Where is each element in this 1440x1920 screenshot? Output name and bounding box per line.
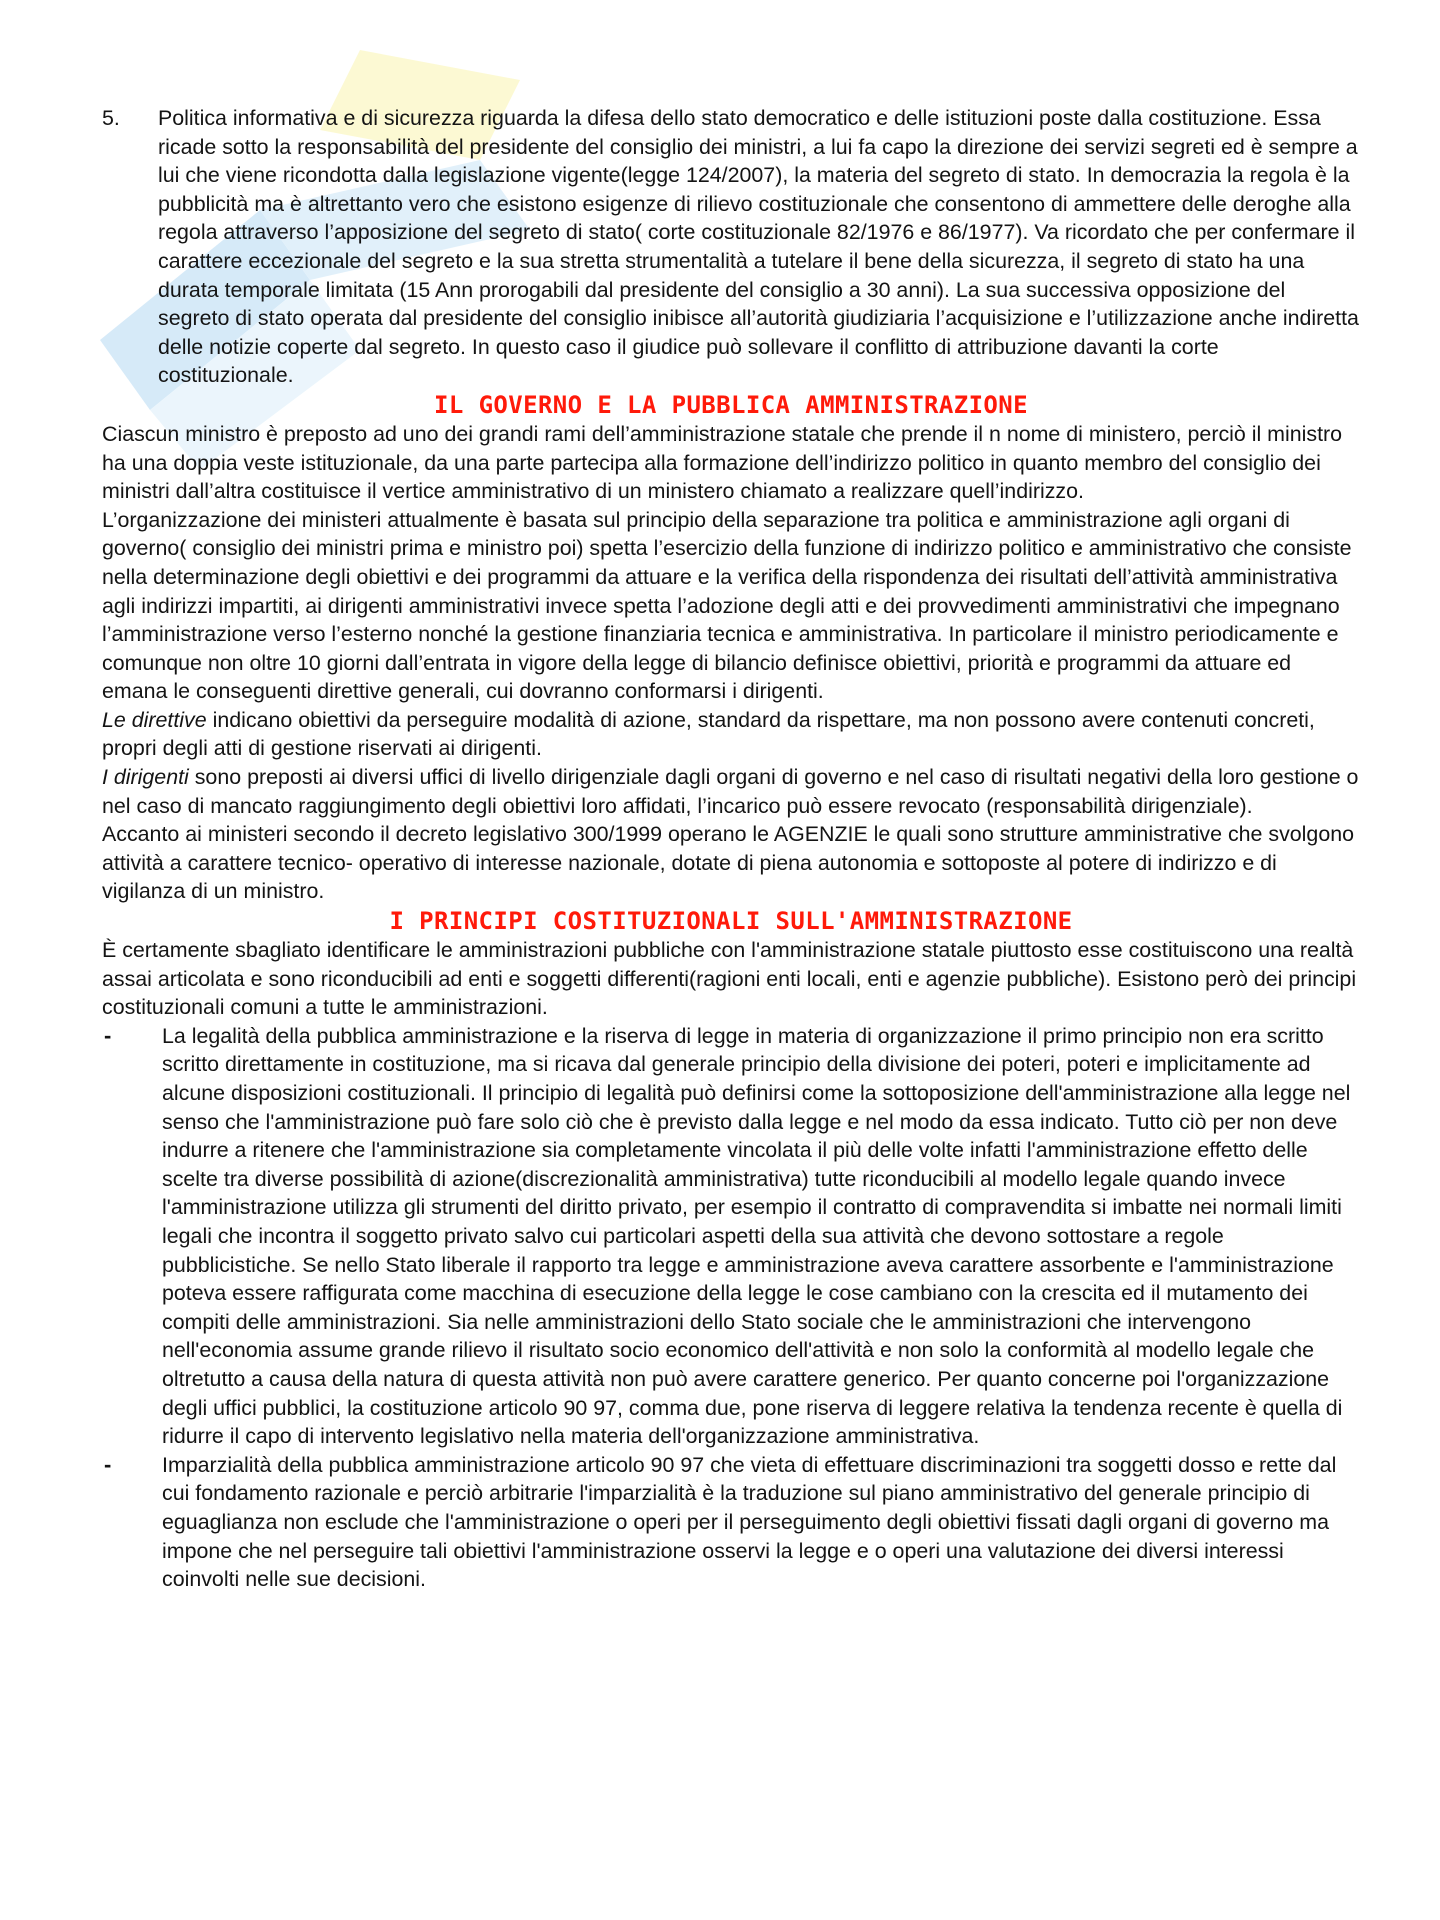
paragraph-text: indicano obiettivi da perseguire modalità di azione, standard da rispettare, ma non possono avere contenuti concreti, propri degli atti di gestione riservati ai dirigenti.	[102, 707, 1315, 761]
paragraph: Ciascun ministro è preposto ad uno dei grandi rami dell’amministrazione statale che prende il n nome di ministero, perciò il ministro ha una doppia veste istituzionale, da una parte partecipa alla formazione dell’indirizzo politico in quanto membro del consiglio dei ministri dall’altra costituisce il vertice amministrativo di un ministero chiamato a realizzare quell’indirizzo.	[102, 421, 1343, 504]
bullet-item	[102, 1451, 1360, 1594]
paragraph: Accanto ai ministeri secondo il decreto legislativo 300/1999 operano le AGENZIE le quali sono strutture amministrative che svolgono attività a carattere tecnico- operativo di interesse nazionale, dotate di piena autonomia e sottoposte al potere di indirizzo e di vigilanza di un ministro.	[102, 822, 1355, 904]
paragraph-dirigenti	[102, 763, 1360, 820]
paragraph: L’organizzazione dei ministeri attualmente è basata sul principio della separazione tra politica e amministrazione agli organi di governo( consiglio dei ministri prima e ministro poi) spetta l’esercizio della funzione di indirizzo politico e amministrativo che consiste nella determinazione degli obiettivi e dei programmi da attuare e la verifica della rispondenza dei risultati dell’attività amministrativa agli indirizzi impartiti, ai dirigenti amministrativi invece spetta l’adozione degli atti e dei provvedimenti amministrativi che impegnano l’amministrazione verso l’esterno nonché la gestione finanziaria tecnica e amministrativa. In particolare il ministro periodicamente e comunque non oltre 10 giorni dall’entrata in vigore della legge di bilancio definisce obiettivi, priorità e programmi da attuare ed emana le conseguenti direttive generali, cui dovranno conformarsi i dirigenti.	[102, 507, 1352, 704]
term-direttive: Le direttive	[102, 707, 207, 732]
numbered-item-5	[102, 104, 1360, 390]
section-heading-governo: IL GOVERNO E LA PUBBLICA AMMINISTRAZIONE	[434, 390, 1028, 419]
section-heading-principi: I PRINCIPI COSTITUZIONALI SULL'AMMINISTRAZIONE	[389, 907, 1073, 936]
bullet-text: La legalità della pubblica amministrazione e la riserva di legge in materia di organizzazione il primo principio non era scritto scritto direttamente in costituzione, ma si ricava dal generale principio della divisione dei poteri, poteri e implicitamente ad alcune disposizioni costituzionali. Il principio di legalità può definirsi come la sottoposizione dell'amministrazione alla legge nel senso che l'amministrazione può fare solo ciò che è previsto dalla legge e nel modo da essa indicato. Tutto ciò per non deve indurre a ritenere che l'amministrazione sia completamente vincolata il più delle volte infatti l'amministrazione effetto delle scelte tra diverse possibilità di azione(discrezionalità amministrativa) tutte riconducibili al modello legale quando invece l'amministrazione utilizza gli strumenti del diritto privato, per esempio il contratto di compravendita si imbatte nei normali limiti legali che incontra il soggetto privato salvo cui particolari aspetti della sua attività che devono sottostare a regole pubblicistiche. Se nello Stato liberale il rapporto tra legge e amministrazione aveva carattere assorbente e l'amministrazione poteva essere raffigurata come macchina di esecuzione della legge le cose cambiano con la crescita ed il mutamento dei compiti delle amministrazioni. Sia nelle amministrazioni dello Stato sociale che le amministrazioni che intervengono nell'economia assume grande rilievo il risultato socio economico dell'attività e non solo la conformità al modello legale che oltretutto a causa della natura di questa attività non può avere carattere generico. Per quanto concerne poi l'organizzazione degli uffici pubblici, la costituzione articolo 90 97, comma due, pone riserva di leggere relativa la tendenza recente è quella di ridurre il capo di intervento legislativo nella materia dell'organizzazione amministrativa.	[162, 1023, 1351, 1449]
term-dirigenti: I dirigenti	[102, 765, 189, 790]
bullet-dash: -	[104, 1022, 112, 1048]
item-number: 5.	[102, 106, 120, 130]
bullet-dash: -	[104, 1451, 112, 1477]
item-text: Politica informativa e di sicurezza riguarda la difesa dello stato democratico e delle istituzioni poste dalla costituzione. Essa ricade sotto la responsabilità del presidente del consiglio dei ministri, a lui fa capo la direzione dei servizi segreti ed è sempre a lui che viene ricondotta dalla legislazione vigente(legge 124/2007), la materia del segreto di stato. In democrazia la regola è la pubblicità ma è altrettanto vero che esistono esigenze di rilievo costituzionale che consentono di ammettere delle deroghe alla regola attraverso l’apposizione del segreto di stato( corte costituzionale 82/1976 e 86/1977). Va ricordato che per confermare il carattere eccezionale del segreto e la sua stretta strumentalità a tutelare il bene della sicurezza, il segreto di stato ha una durata temporale limitata (15 Ann prorogabili dal presidente del consiglio a 30 anni). La sua successiva opposizione del segreto di stato operata dal presidente del consiglio inibisce all’autorità giudiziaria l’acquisizione e l’utilizzazione anche indiretta delle notizie coperte dal segreto. In questo caso il giudice può sollevare il conflitto di attribuzione davanti la corte costituzionale.	[158, 106, 1359, 388]
paragraph-text: sono preposti ai diversi uffici di livello dirigenziale dagli organi di governo e nel caso di risultati negativi della loro gestione o nel caso di mancato raggiungimento degli obiettivi loro affidati, l’incarico può essere revocato (responsabilità dirigenziale).	[102, 765, 1359, 818]
paragraph-direttive	[102, 706, 1360, 763]
paragraph: È certamente sbagliato identificare le amministrazioni pubbliche con l'amministrazione statale piuttosto esse costituiscono una realtà assai articolata e sono riconducibili ad enti e soggetti differenti(ragioni enti locali, enti e agenzie pubbliche). Esistono però dei principi costituzionali comuni a tutte le amministrazioni.	[102, 938, 1357, 1020]
bullet-item	[102, 1022, 1360, 1451]
document-body	[102, 104, 1360, 1594]
bullet-text: Imparzialità della pubblica amministrazione articolo 90 97 che vieta di effettuare discriminazioni tra soggetti dosso e rette dal cui fondamento razionale e perciò arbitrarie l'imparzialità è la traduzione sul piano amministrativo del generale principio di eguaglianza non esclude che l'amministrazione o operi per il perseguimento degli obiettivi fissati dagli organi di governo ma impone che nel perseguire tali obiettivi l'amministrazione osservi la legge e o operi una valutazione dei diversi interessi coinvolti nelle sue decisioni.	[162, 1452, 1337, 1592]
